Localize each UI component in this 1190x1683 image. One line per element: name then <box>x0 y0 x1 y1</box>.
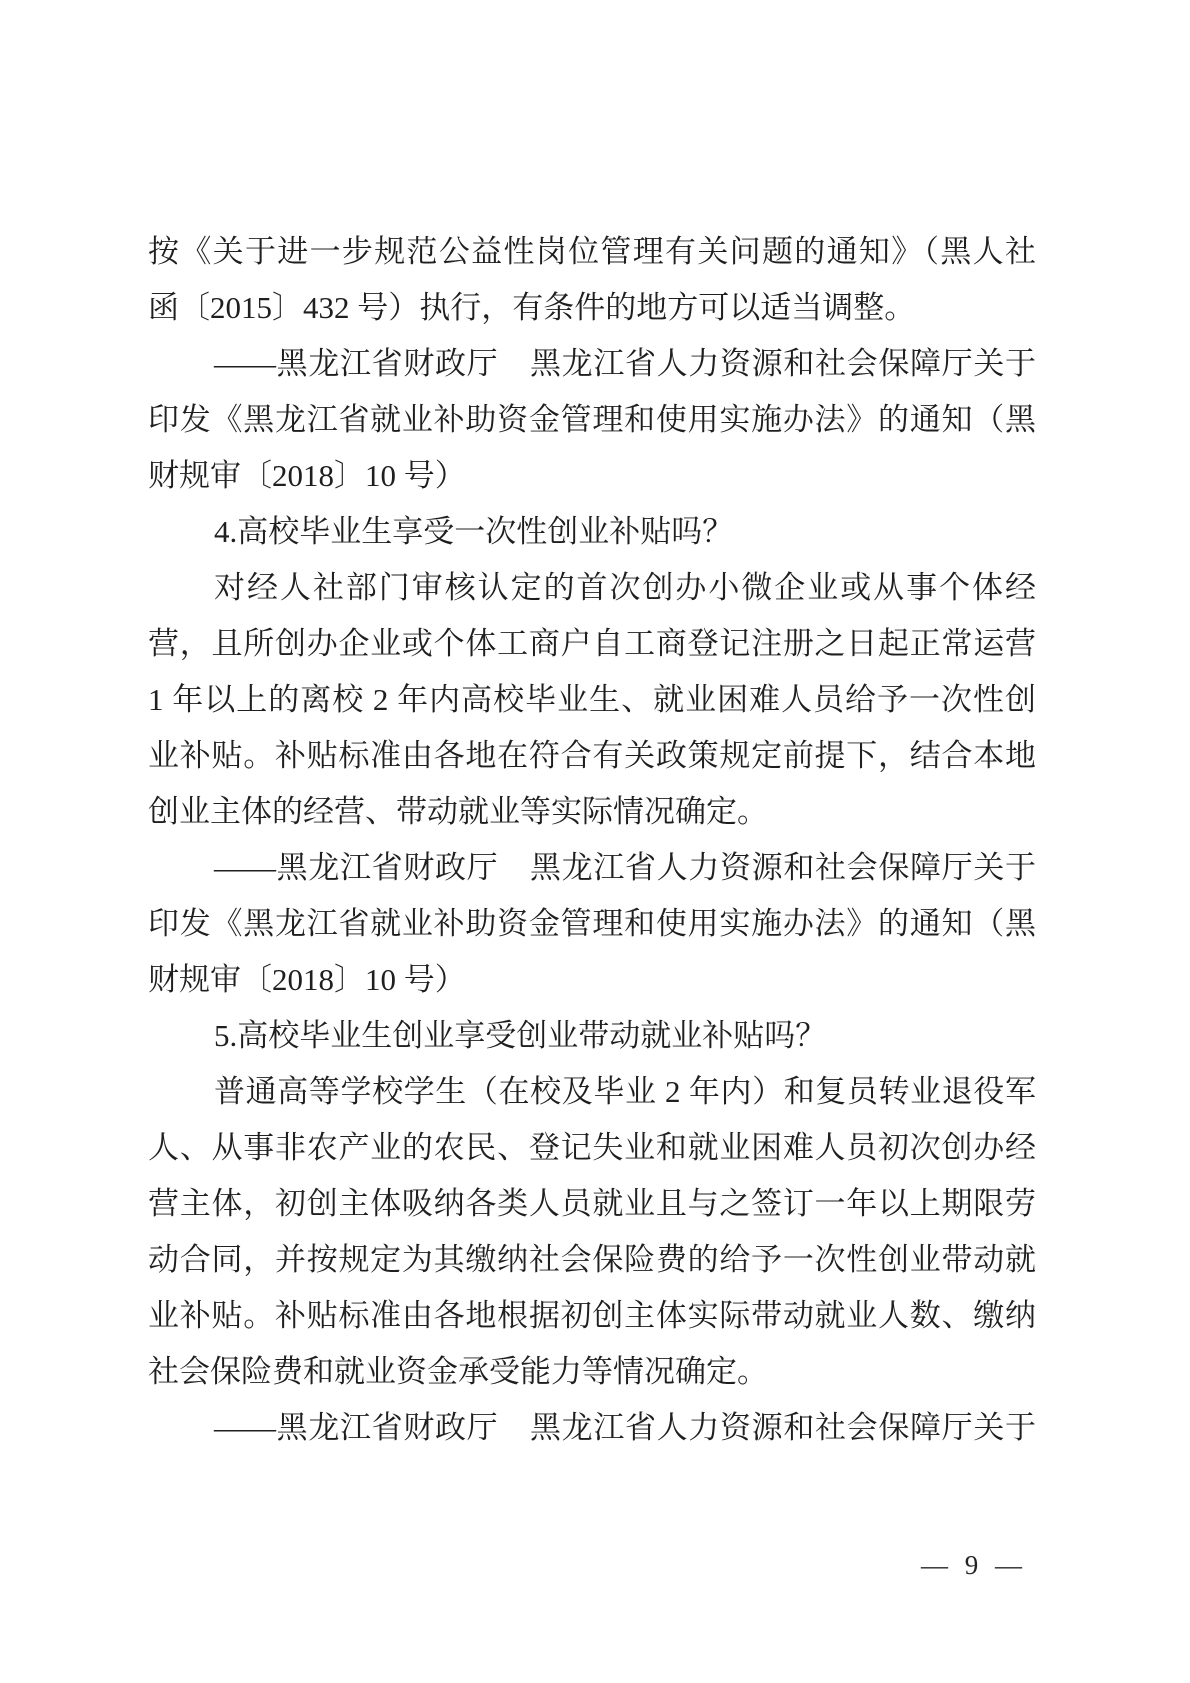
body-text-line: 营主体，初创主体吸纳各类人员就业且与之签订一年以上期限劳 <box>148 1186 1036 1221</box>
body-text-line: 函〔2015〕432 号）执行，有条件的地方可以适当调整。 <box>148 290 916 325</box>
page-number: — 9 — <box>921 1550 1022 1580</box>
attribution-line: ——黑龙江省财政厅 黑龙江省人力资源和社会保障厅关于 <box>214 1410 1036 1445</box>
body-text-line: 营，且所创办企业或个体工商户自工商登记注册之日起正常运营 <box>148 626 1036 661</box>
attribution-line: ——黑龙江省财政厅 黑龙江省人力资源和社会保障厅关于 <box>214 850 1036 885</box>
body-text-line: 普通高等学校学生（在校及毕业 2 年内）和复员转业退役军 <box>214 1074 1036 1109</box>
body-text-line: 对经人社部门审核认定的首次创办小微企业或从事个体经 <box>214 570 1036 605</box>
body-text-line: 人、从事非农产业的农民、登记失业和就业困难人员初次创办经 <box>148 1130 1036 1165</box>
body-text-line: 1 年以上的离校 2 年内高校毕业生、就业困难人员给予一次性创 <box>148 682 1036 717</box>
document-body <box>148 224 1036 1456</box>
attribution-line: 财规审〔2018〕10 号） <box>148 458 466 493</box>
body-text-line: 业补贴。补贴标准由各地根据初创主体实际带动就业人数、缴纳 <box>148 1298 1036 1333</box>
body-text-line: 创业主体的经营、带动就业等实际情况确定。 <box>148 794 768 829</box>
body-text-line: 业补贴。补贴标准由各地在符合有关政策规定前提下，结合本地 <box>148 738 1036 773</box>
question-heading: 5.高校毕业生创业享受创业带动就业补贴吗？ <box>214 1018 827 1053</box>
attribution-line: ——黑龙江省财政厅 黑龙江省人力资源和社会保障厅关于 <box>214 346 1036 381</box>
attribution-line: 财规审〔2018〕10 号） <box>148 962 466 997</box>
body-text-line: 动合同，并按规定为其缴纳社会保险费的给予一次性创业带动就 <box>148 1242 1036 1277</box>
attribution-line: 印发《黑龙江省就业补助资金管理和使用实施办法》的通知（黑 <box>148 402 1036 437</box>
attribution-line: 印发《黑龙江省就业补助资金管理和使用实施办法》的通知（黑 <box>148 906 1036 941</box>
body-text-line: 按《关于进一步规范公益性岗位管理有关问题的通知》（黑人社 <box>148 234 1036 269</box>
body-text-line: 社会保险费和就业资金承受能力等情况确定。 <box>148 1354 768 1389</box>
question-heading: 4.高校毕业生享受一次性创业补贴吗？ <box>214 514 734 549</box>
